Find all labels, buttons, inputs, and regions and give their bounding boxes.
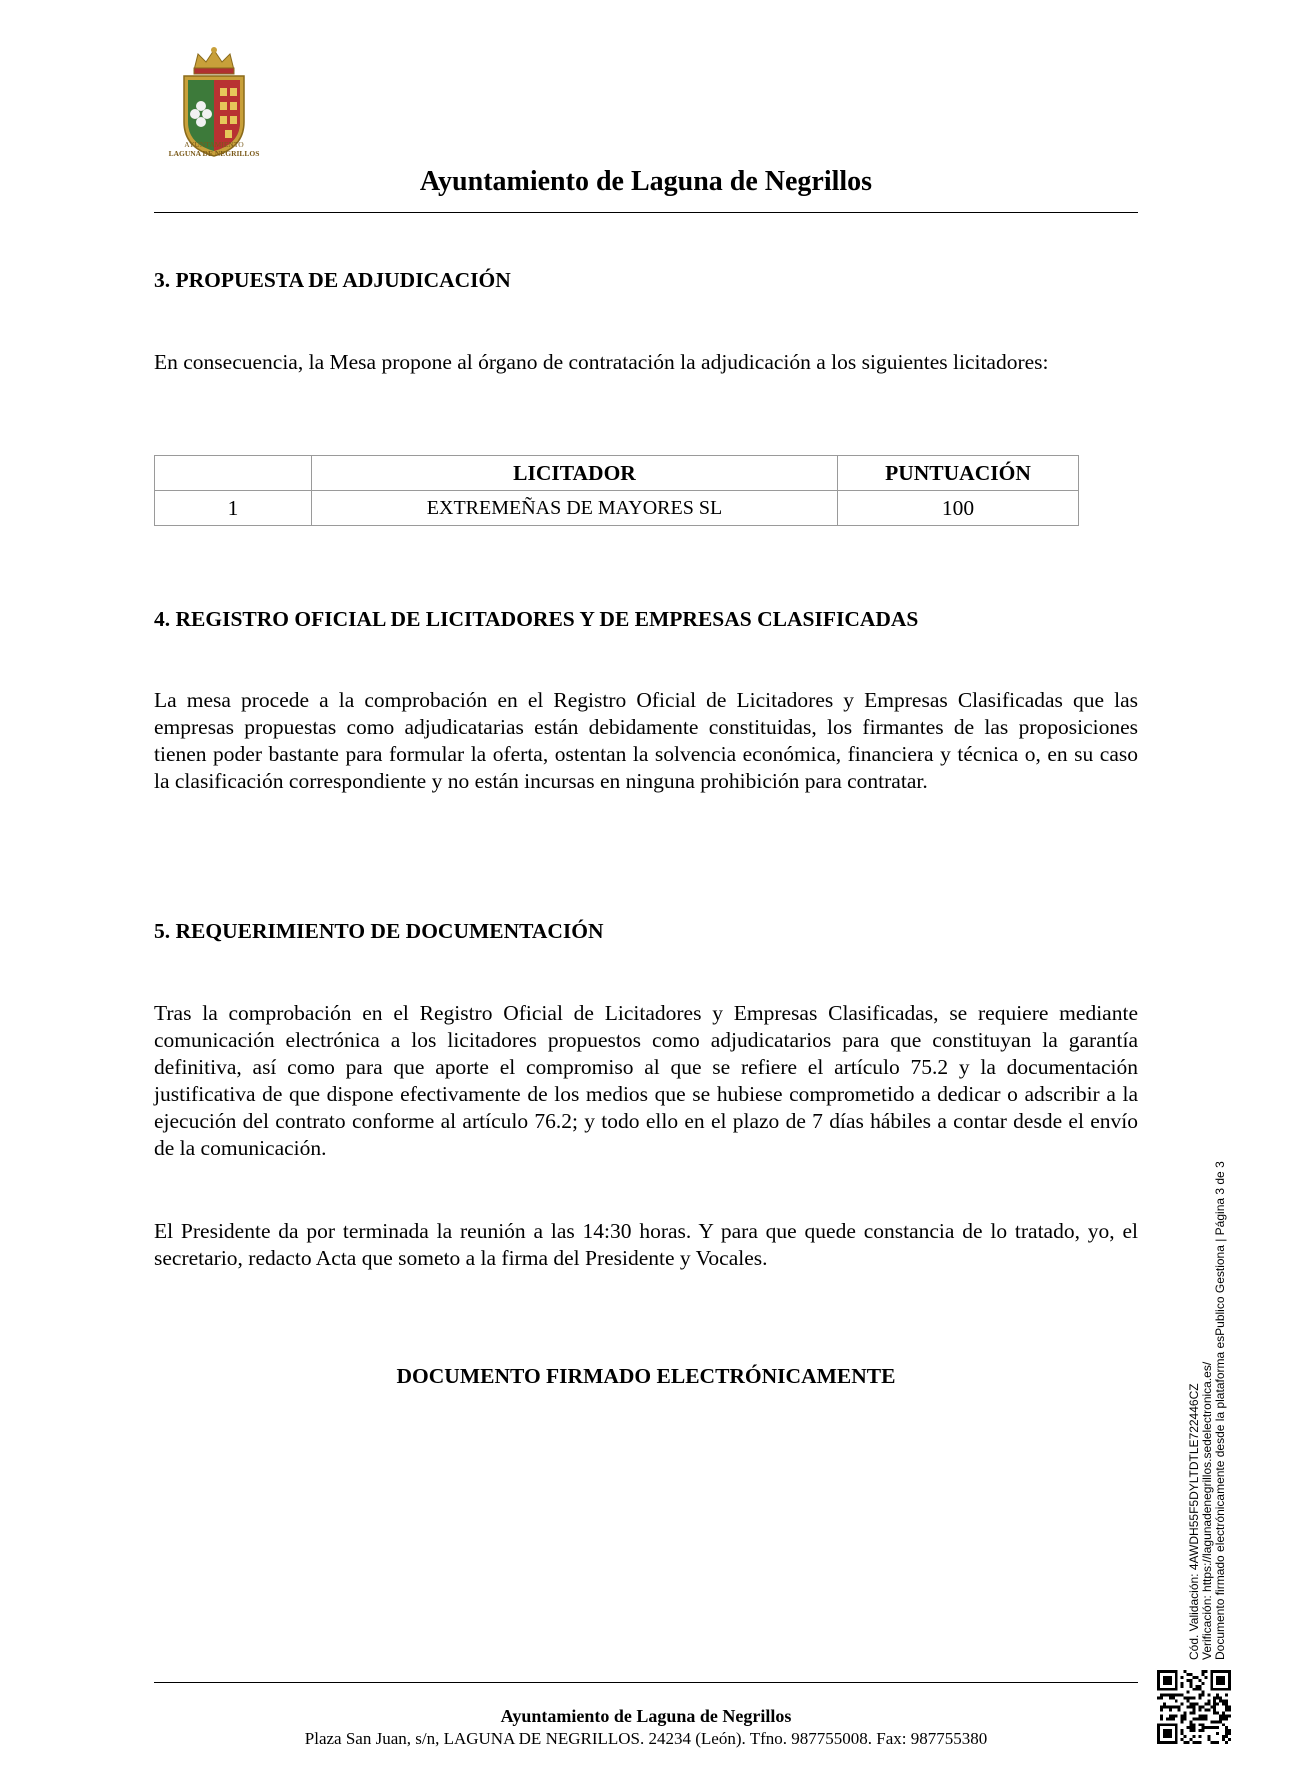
- validation-stamp: [1188, 1120, 1227, 1660]
- table-cell-score: 100: [838, 491, 1079, 526]
- section-5-paragraph-2: El Presidente da por terminada la reunión a las 14:30 horas. Y para que quede constancia de lo tratado, yo, el secretario, redacto Acta que someto a la firma del Presidente y Vocales.: [154, 1219, 1138, 1270]
- section-3-paragraph: En consecuencia, la Mesa propone al órgano de contratación la adjudicación a los siguientes licitadores:: [154, 350, 1049, 374]
- section-4-heading: 4. REGISTRO OFICIAL DE LICITADORES Y DE EMPRESAS CLASIFICADAS: [154, 607, 919, 631]
- platform-note: Documento firmado electrónicamente desde la plataforma esPublico Gestiona | Página 3 de 3: [1213, 1161, 1227, 1660]
- section-5-heading: 5. REQUERIMIENTO DE DOCUMENTACIÓN: [154, 919, 604, 943]
- electronic-signature-note: DOCUMENTO FIRMADO ELECTRÓNICAMENTE: [396, 1364, 896, 1388]
- footer-org-name: Ayuntamiento de Laguna de Negrillos: [500, 1706, 792, 1726]
- section-4-paragraph: La mesa procede a la comprobación en el Registro Oficial de Licitadores y Empresas Clasificadas que las empresas propuestas como adjudicatarias están debidamente constituidas, los firmantes de las proposiciones tienen poder bastante para formular la oferta, ostentan la solvencia económica, financiera y técnica o, en su caso la clasificación correspondiente y no están incursas en ninguna prohibición para contratar.: [154, 688, 1138, 793]
- logo-caption: [150, 140, 278, 158]
- table-row: [155, 491, 1079, 526]
- verification-url[interactable]: Verificación: https://lagunadenegrillos.sedelectronica.es/: [1200, 1361, 1214, 1660]
- validation-code: Cód. Validación: 4AWDH55F5DYLTDTLE722446CZ: [1187, 1383, 1201, 1660]
- footer-address: Plaza San Juan, s/n, LAGUNA DE NEGRILLOS. 24234 (León). Tfno. 987755008. Fax: 987755380: [304, 1729, 988, 1748]
- crown-icon: [194, 47, 234, 74]
- section-3-heading: 3. PROPUESTA DE ADJUDICACIÓN: [154, 268, 511, 292]
- footer-divider: [154, 1682, 1138, 1683]
- award-table: [154, 455, 1079, 526]
- table-cell-index: 1: [155, 491, 312, 526]
- page-title: Ayuntamiento de Laguna de Negrillos: [419, 166, 873, 197]
- section-5-paragraph-1: Tras la comprobación en el Registro Oficial de Licitadores y Empresas Clasificadas, se requiere mediante comunicación electrónica a los licitadores propuestos como adjudicatarios para que constituyan la garantía definitiva, así como para que aporte el compromiso al que se refiere el artículo 75.2 y la documentación justificativa de que dispone efectivamente de los medios que se hubiese comprometido a dedicar o adscribir a la ejecución del contrato conforme al artículo 76.2; y todo ello en el plazo de 7 días hábiles a contar desde el envío de la comunicación.: [154, 1001, 1138, 1160]
- logo-caption-line2: LAGUNA DE NEGRILLOS: [168, 149, 260, 158]
- header-divider: [154, 212, 1138, 213]
- table-cell-bidder: EXTREMEÑAS DE MAYORES SL: [312, 491, 838, 526]
- logo-caption-line1: AYUNTAMIENTO: [184, 140, 244, 149]
- table-header-score: PUNTUACIÓN: [838, 456, 1079, 491]
- table-header-index: [155, 456, 312, 491]
- qr-code-icon[interactable]: [1157, 1670, 1231, 1744]
- table-header-bidder: LICITADOR: [312, 456, 838, 491]
- table-header-row: [155, 456, 1079, 491]
